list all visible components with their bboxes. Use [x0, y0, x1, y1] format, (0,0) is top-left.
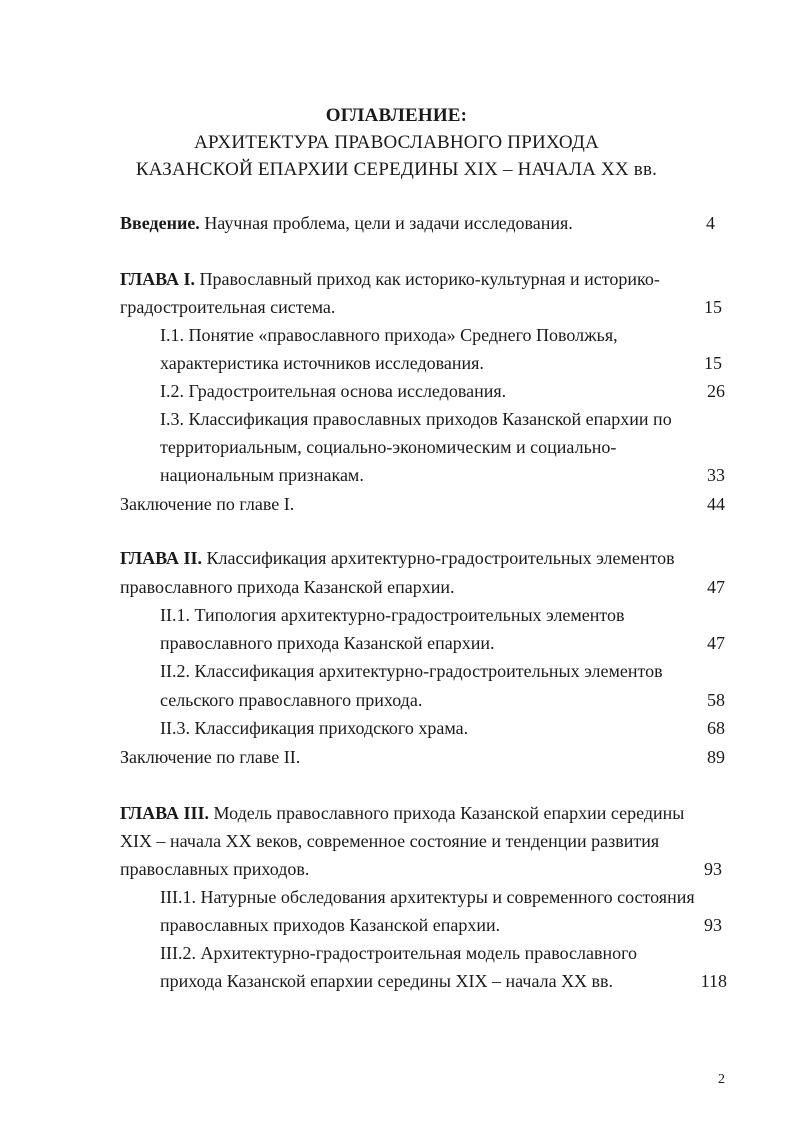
toc-title-block	[0, 102, 793, 183]
toc-section-1-3-line-1: I.3. Классификация православных приходов Казанской епархии по	[160, 409, 672, 429]
toc-page-number: 26	[707, 381, 725, 401]
toc-entry-text: Православный приход как историко-культурная и историко-	[195, 269, 660, 289]
toc-page-number: 93	[704, 915, 722, 935]
toc-section-3-1-line-2: православных приходов Казанской епархии.	[160, 915, 501, 935]
toc-chapter-label: ГЛАВА II.	[120, 548, 203, 568]
toc-section-2-1-line-2: православного прихода Казанской епархии.	[160, 633, 495, 653]
toc-section-2-2-line-1: II.2. Классификация архитектурно-градостроительных элементов	[160, 661, 663, 681]
toc-section-2-1-line-1: II.1. Типология архитектурно-градостроительных элементов	[160, 605, 625, 625]
toc-page-number: 44	[707, 494, 725, 514]
toc-chapter-3-line-3: православных приходов.	[120, 859, 310, 879]
toc-page-number: 47	[707, 577, 725, 597]
toc-page-number: 15	[704, 297, 722, 317]
thesis-title-line-1: АРХИТЕКТУРА ПРАВОСЛАВНОГО ПРИХОДА	[194, 132, 599, 153]
toc-page-number: 47	[707, 633, 725, 653]
toc-section-1-1-line-1: I.1. Понятие «православного прихода» Среднего Поволжья,	[160, 325, 618, 345]
toc-entry-label: Введение.	[120, 213, 200, 233]
toc-chapter-1-line-1	[120, 268, 660, 290]
toc-page-number: 68	[707, 718, 725, 738]
toc-chapter-1-line-2: градостроительная система.	[120, 297, 336, 317]
toc-page-number: 4	[706, 213, 715, 233]
toc-chapter-2-line-1	[120, 547, 675, 569]
toc-entry-intro	[120, 212, 573, 234]
toc-chapter-2-line-2: православного прихода Казанской епархии.	[120, 577, 455, 597]
toc-section-1-3-line-2: территориальным, социально-экономическим и социально-	[160, 437, 617, 457]
toc-page-number: 118	[700, 971, 727, 991]
toc-chapter-label: ГЛАВА III.	[120, 803, 210, 823]
toc-section-2-3: II.3. Классификация приходского храма.	[160, 718, 469, 738]
toc-page-number: 33	[707, 465, 725, 485]
toc-page-number: 89	[707, 747, 725, 767]
toc-page-number: 15	[704, 353, 722, 373]
footer-page-number: 2	[718, 1072, 725, 1087]
toc-section-3-2-line-1: III.2. Архитектурно-градостроительная модель православного	[160, 943, 638, 963]
toc-chapter-label: ГЛАВА I.	[120, 269, 196, 289]
toc-conclusion-chapter-1: Заключение по главе I.	[120, 494, 295, 514]
toc-page-number: 58	[707, 690, 725, 710]
toc-section-2-2-line-2: сельского православного прихода.	[160, 690, 423, 710]
thesis-title-line-2: КАЗАНСКОЙ ЕПАРХИИ СЕРЕДИНЫ XIX – НАЧАЛА XX вв.	[135, 159, 658, 180]
toc-section-3-2-line-2: прихода Казанской епархии середины XIX – начала XX вв.	[160, 971, 614, 991]
toc-heading: ОГЛАВЛЕНИЕ:	[325, 105, 468, 126]
toc-conclusion-chapter-2: Заключение по главе II.	[120, 747, 301, 767]
toc-chapter-3-line-1	[120, 802, 684, 824]
toc-entry-text: Классификация архитектурно-градостроительных элементов	[202, 548, 675, 568]
toc-entry-text: Научная проблема, цели и задачи исследования.	[199, 213, 573, 233]
toc-page-number: 93	[704, 859, 722, 879]
toc-section-3-1-line-1: III.1. Натурные обследования архитектуры и современного состояния	[160, 887, 695, 907]
toc-section-1-1-line-2: характеристика источников исследования.	[160, 353, 484, 373]
toc-chapter-3-line-2: XIX – начала XX веков, современное состояние и тенденции развития	[120, 831, 660, 851]
toc-section-1-3-line-3: национальным признакам.	[160, 465, 364, 485]
toc-entry-text: Модель православного прихода Казанской епархии середины	[209, 803, 685, 823]
toc-section-1-2: I.2. Градостроительная основа исследования.	[160, 381, 507, 401]
